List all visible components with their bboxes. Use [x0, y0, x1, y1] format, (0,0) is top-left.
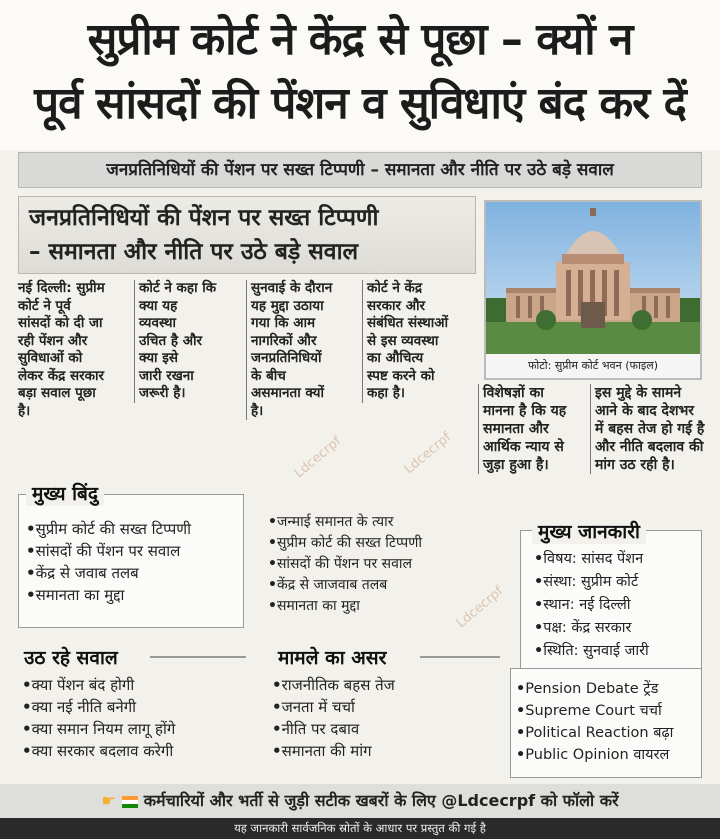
follow-banner — [0, 784, 720, 818]
impact-title: मामले का असर — [272, 644, 392, 670]
list-item: • केंद्र से जाजवाब तलब — [268, 575, 488, 596]
list-item: • स्थिति: सुनवाई जारी — [534, 640, 699, 663]
list-item: • विषय: सांसद पेंशन — [534, 548, 699, 571]
list-item: • क्या पेंशन बंद होगी — [22, 674, 252, 696]
main-info-list — [534, 548, 699, 663]
list-item: • सांसदों की पेंशन पर सवाल — [26, 540, 241, 562]
list-item: • Pension Debate ट्रेंड — [516, 678, 700, 700]
inner-title-line-1: जनप्रतिनिधियों की पेंशन पर सख्त टिप्पणी — [29, 205, 379, 231]
questions-title: उठ रहे सवाल — [18, 644, 124, 670]
list-item: • जनता में चर्चा — [272, 696, 502, 718]
list-item: • राजनीतिक बहस तेज — [272, 674, 502, 696]
article-column-6: इस मुद्दे के सामने आने के बाद देशभर में बहस तेज हो गई है और नीति बदलाव की मांग उठ रही है। — [590, 384, 716, 474]
follow-text: कर्मचारियों और भर्ती से जुड़ी सटीक खबरों के लिए @Ldcecrpf को फॉलो करें — [143, 791, 619, 810]
pointing-hand-icon: ☛ — [101, 791, 116, 810]
trends-list — [516, 678, 700, 766]
list-item: • Supreme Court चर्चा — [516, 700, 700, 722]
headline-line-2: पूर्व सांसदों की पेंशन व सुविधाएं बंद कर दें — [34, 78, 686, 129]
list-item: • संस्था: सुप्रीम कोर्ट — [534, 571, 699, 594]
list-item: • Political Reaction बढ़ा — [516, 722, 700, 744]
list-item: • समानता का मुद्दा — [268, 596, 488, 617]
list-item: • पक्ष: केंद्र सरकार — [534, 617, 699, 640]
inner-title-line-2: – समानता और नीति पर उठे बड़े सवाल — [29, 239, 359, 265]
headline-line-1: सुप्रीम कोर्ट ने केंद्र से पूछा – क्यों न — [87, 14, 633, 65]
supreme-court-building-image — [486, 202, 700, 354]
list-item: • समानता का मुद्दा — [26, 584, 241, 606]
article-column-3: सुनवाई के दौरान यह मुद्दा उठाया गया कि आम नागरिकों और जनप्रतिनिधियों के बीच असमानता क्यों है। — [246, 280, 362, 420]
key-points-title: मुख्य बिंदु — [26, 480, 104, 506]
source-note: यह जानकारी सार्वजनिक स्रोतों के आधार पर प्रस्तुत की गई है — [0, 818, 720, 839]
watermark: Ldcecrpf — [453, 583, 507, 632]
key-points-list — [26, 518, 241, 606]
questions-list — [22, 674, 252, 762]
india-flag-icon — [122, 796, 138, 808]
questions-rule — [150, 656, 246, 658]
list-item: • जन्माई समानत के त्यार — [268, 512, 488, 533]
supreme-court-photo — [484, 200, 702, 380]
main-info-title: मुख्य जानकारी — [532, 518, 646, 544]
list-item: • स्थान: नई दिल्ली — [534, 594, 699, 617]
list-item: • सांसदों की पेंशन पर सवाल — [268, 554, 488, 575]
list-item: • सुप्रीम कोर्ट की सख्त टिप्पणी — [26, 518, 241, 540]
inner-title — [18, 196, 476, 274]
list-item: • क्या समान नियम लागू होंगे — [22, 718, 252, 740]
article-column-4: कोर्ट ने केंद्र सरकार और संबंधित संस्थाओं से इस व्यवस्था का औचित्य स्पष्ट करने को कहा है। — [362, 280, 478, 403]
article-column-2: कोर्ट ने कहा कि क्या यह व्यवस्था उचित है और क्या इसे जारी रखना जरूरी है। — [134, 280, 246, 403]
headline — [0, 0, 720, 150]
photo-caption: फोटो: सुप्रीम कोर्ट भवन (फाइल) — [486, 354, 700, 378]
list-item: • केंद्र से जवाब तलब — [26, 562, 241, 584]
impact-rule — [420, 656, 500, 658]
list-item: • Public Opinion वायरल — [516, 744, 700, 766]
list-item: • समानता की मांग — [272, 740, 502, 762]
article-column-5: विशेषज्ञों का मानना है कि यह समानता और आर्थिक न्याय से जुड़ा हुआ है। — [478, 384, 588, 474]
subheading: जनप्रतिनिधियों की पेंशन पर सख्त टिप्पणी – समानता और नीति पर उठे बड़े सवाल — [18, 152, 702, 188]
article-column-1: नई दिल्ली: सुप्रीम कोर्ट ने पूर्व सांसदों को दी जा रही पेंशन और सुविधाओं को लेकर केंद्र सरकार बड़ा सवाल पूछा है। — [18, 280, 105, 419]
list-item: • नीति पर दबाव — [272, 718, 502, 740]
list-item: • सुप्रीम कोर्ट की सख्त टिप्पणी — [268, 533, 488, 554]
watermark: Ldcecrpf — [291, 433, 345, 482]
list-item: • क्या सरकार बदलाव करेगी — [22, 740, 252, 762]
impact-list — [272, 674, 502, 762]
watermark: Ldcecrpf — [401, 429, 455, 478]
list-item: • क्या नई नीति बनेगी — [22, 696, 252, 718]
middle-list — [268, 512, 488, 617]
